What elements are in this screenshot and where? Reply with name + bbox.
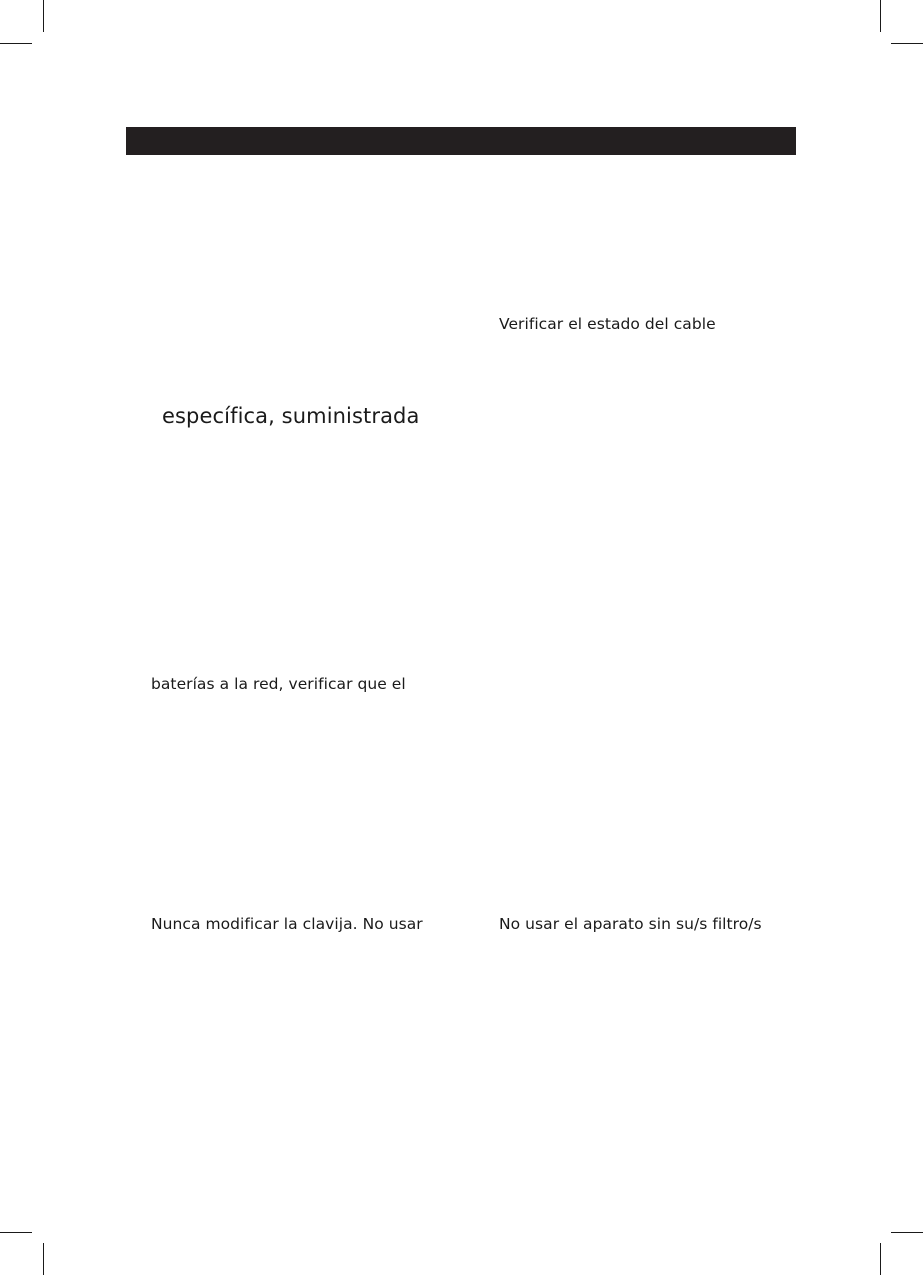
text-no-use-without-filters: No usar el aparato sin su/s filtro/s bbox=[499, 915, 762, 933]
text-batteries-network: baterías a la red, verificar que el bbox=[151, 675, 406, 693]
crop-mark-bottom-left-vertical bbox=[43, 1243, 44, 1275]
crop-mark-top-left-horizontal bbox=[0, 43, 32, 44]
crop-mark-top-left-vertical bbox=[43, 0, 44, 32]
crop-mark-bottom-right-vertical bbox=[880, 1243, 881, 1275]
crop-mark-bottom-right-horizontal bbox=[891, 1232, 923, 1233]
text-specific-supplied: específica, suministrada bbox=[162, 404, 420, 428]
text-verify-cable: Verificar el estado del cable bbox=[499, 315, 716, 333]
text-never-modify-plug: Nunca modificar la clavija. No usar bbox=[151, 915, 423, 933]
crop-mark-bottom-left-horizontal bbox=[0, 1232, 32, 1233]
crop-mark-top-right-horizontal bbox=[891, 43, 923, 44]
crop-mark-top-right-vertical bbox=[880, 0, 881, 32]
section-title-bar bbox=[126, 127, 796, 155]
